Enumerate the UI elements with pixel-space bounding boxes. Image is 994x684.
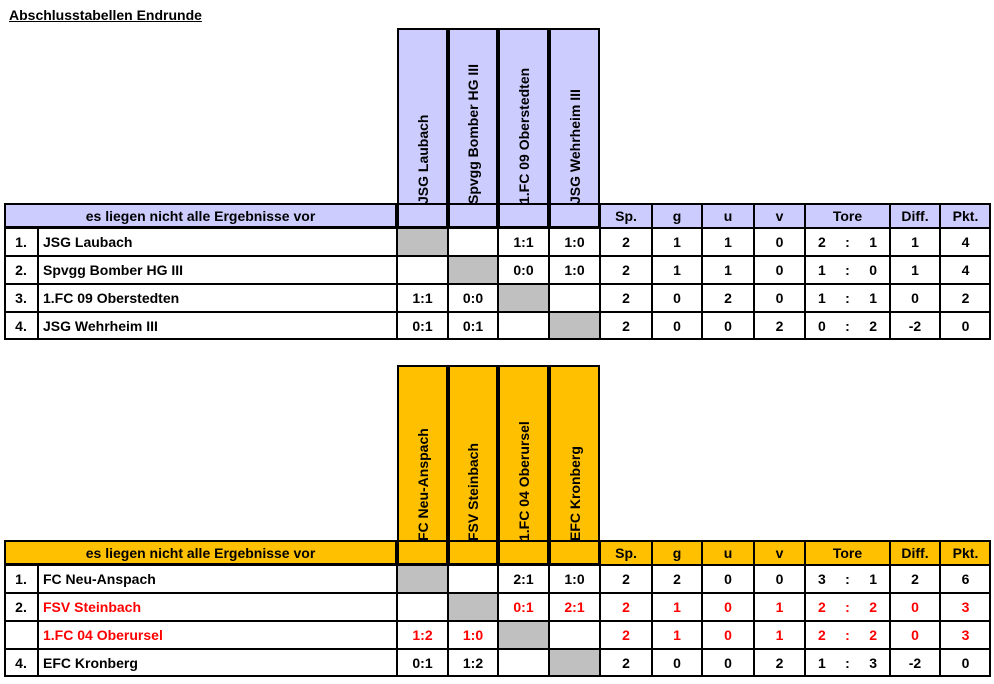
result-cell: 0:1 [397, 649, 448, 677]
team-name-cell: EFC Kronberg [38, 649, 397, 677]
draws-cell: 1 [702, 256, 754, 284]
column-header-sp: Sp. [600, 203, 652, 228]
goals-for: 1 [818, 655, 826, 671]
column-header-pkt: Pkt. [940, 540, 991, 565]
result-cell: 0:1 [498, 593, 549, 621]
status-label: es liegen nicht alle Ergebnisse vor [4, 203, 397, 228]
games-cell: 2 [600, 593, 652, 621]
draws-cell: 0 [702, 312, 754, 340]
goals-separator: : [845, 599, 850, 615]
team-name-cell: JSG Wehrheim III [38, 312, 397, 340]
points-cell: 6 [940, 565, 991, 593]
draws-cell: 0 [702, 593, 754, 621]
points-cell: 4 [940, 256, 991, 284]
result-cell: 0:0 [498, 256, 549, 284]
wins-cell: 0 [652, 284, 702, 312]
losses-cell: 0 [754, 228, 805, 256]
points-cell: 3 [940, 593, 991, 621]
goals-separator: : [845, 571, 850, 587]
result-cell: 1:0 [448, 621, 498, 649]
rank-cell: 2. [4, 256, 38, 284]
result-cell: 2:1 [549, 593, 600, 621]
team-header-label: JSG Wehrheim III [566, 89, 583, 204]
team-header-label: FSV Steinbach [465, 442, 481, 541]
goal-diff-cell: 1 [890, 256, 940, 284]
goals-separator: : [845, 290, 850, 306]
team-header-label: 1.FC 09 Oberstedten [515, 67, 532, 204]
team-name-cell: JSG Laubach [38, 228, 397, 256]
column-header-sp: Sp. [600, 540, 652, 565]
goals-against: 1 [869, 234, 877, 250]
points-cell: 0 [940, 649, 991, 677]
team-header-column [549, 28, 600, 228]
games-cell: 2 [600, 649, 652, 677]
team-header-label: EFC Kronberg [566, 446, 583, 541]
points-cell: 0 [940, 312, 991, 340]
column-header-u: u [702, 540, 754, 565]
wins-cell: 0 [652, 649, 702, 677]
goals-for: 1 [818, 262, 826, 278]
result-cell: 1:0 [549, 256, 600, 284]
result-cell: 1:1 [498, 228, 549, 256]
goals-separator: : [845, 262, 850, 278]
losses-cell: 0 [754, 565, 805, 593]
games-cell: 2 [600, 284, 652, 312]
wins-cell: 1 [652, 228, 702, 256]
column-header-tore: Tore [805, 540, 890, 565]
rank-cell: 1. [4, 228, 38, 256]
team-header-column [448, 28, 498, 228]
losses-cell: 2 [754, 649, 805, 677]
column-header-g: g [652, 203, 702, 228]
goals-separator: : [845, 627, 850, 643]
table-frame [4, 203, 991, 340]
team-header-column [397, 365, 448, 565]
result-cell: 1:2 [448, 649, 498, 677]
result-cell: 2:1 [498, 565, 549, 593]
draws-cell: 1 [702, 228, 754, 256]
page-title: Abschlusstabellen Endrunde [9, 7, 202, 23]
table-frame [4, 540, 991, 677]
points-cell: 2 [940, 284, 991, 312]
draws-cell: 0 [702, 621, 754, 649]
losses-cell: 0 [754, 284, 805, 312]
goals-against: 2 [869, 599, 877, 615]
wins-cell: 1 [652, 621, 702, 649]
losses-cell: 1 [754, 621, 805, 649]
draws-cell: 2 [702, 284, 754, 312]
wins-cell: 1 [652, 256, 702, 284]
goals-against: 3 [869, 655, 877, 671]
games-cell: 2 [600, 228, 652, 256]
team-header-column [549, 365, 600, 565]
rank-cell: 2. [4, 593, 38, 621]
goals-for: 2 [818, 234, 826, 250]
column-header-v: v [754, 540, 805, 565]
column-header-tore: Tore [805, 203, 890, 228]
goal-diff-cell: 2 [890, 565, 940, 593]
goals-for: 2 [818, 599, 826, 615]
result-cell: 0:1 [397, 312, 448, 340]
team-name-cell: FC Neu-Anspach [38, 565, 397, 593]
goals-against: 1 [869, 571, 877, 587]
team-header-label: JSG Laubach [414, 114, 431, 204]
team-header-column [498, 365, 549, 565]
points-cell: 4 [940, 228, 991, 256]
goals-against: 2 [869, 318, 877, 334]
draws-cell: 0 [702, 649, 754, 677]
losses-cell: 1 [754, 593, 805, 621]
column-header-v: v [754, 203, 805, 228]
goal-diff-cell: -2 [890, 312, 940, 340]
games-cell: 2 [600, 312, 652, 340]
result-cell: 1:0 [549, 565, 600, 593]
goals-for: 2 [818, 627, 826, 643]
result-cell: 0:1 [448, 312, 498, 340]
result-cell: 1:2 [397, 621, 448, 649]
column-header-g: g [652, 540, 702, 565]
losses-cell: 2 [754, 312, 805, 340]
goal-diff-cell: 1 [890, 228, 940, 256]
status-label: es liegen nicht alle Ergebnisse vor [4, 540, 397, 565]
games-cell: 2 [600, 565, 652, 593]
goals-for: 0 [818, 318, 826, 334]
team-header-label: FC Neu-Anspach [414, 428, 431, 541]
wins-cell: 0 [652, 312, 702, 340]
goal-diff-cell: -2 [890, 649, 940, 677]
team-name-cell: 1.FC 04 Oberursel [38, 621, 397, 649]
team-name-cell: Spvgg Bomber HG III [38, 256, 397, 284]
games-cell: 2 [600, 256, 652, 284]
rank-cell: 1. [4, 565, 38, 593]
goals-for: 1 [818, 290, 826, 306]
team-header-column [498, 28, 549, 228]
rank-cell: 4. [4, 312, 38, 340]
rank-cell: 4. [4, 649, 38, 677]
column-header-pkt: Pkt. [940, 203, 991, 228]
draws-cell: 0 [702, 565, 754, 593]
goals-for: 3 [818, 571, 826, 587]
column-header-diff: Diff. [890, 203, 940, 228]
team-name-cell: FSV Steinbach [38, 593, 397, 621]
goals-separator: : [845, 655, 850, 671]
result-cell: 1:0 [549, 228, 600, 256]
points-cell: 3 [940, 621, 991, 649]
goal-diff-cell: 0 [890, 284, 940, 312]
result-cell: 0:0 [448, 284, 498, 312]
team-name-cell: 1.FC 09 Oberstedten [38, 284, 397, 312]
wins-cell: 2 [652, 565, 702, 593]
goals-against: 2 [869, 627, 877, 643]
goals-against: 0 [869, 262, 877, 278]
games-cell: 2 [600, 621, 652, 649]
goals-separator: : [845, 318, 850, 334]
goal-diff-cell: 0 [890, 593, 940, 621]
column-header-diff: Diff. [890, 540, 940, 565]
losses-cell: 0 [754, 256, 805, 284]
wins-cell: 1 [652, 593, 702, 621]
team-header-column [448, 365, 498, 565]
rank-cell: 3. [4, 284, 38, 312]
team-header-label: Spvgg Bomber HG III [465, 63, 481, 204]
goals-against: 1 [869, 290, 877, 306]
goals-separator: : [845, 234, 850, 250]
goal-diff-cell: 0 [890, 621, 940, 649]
result-cell: 1:1 [397, 284, 448, 312]
team-header-column [397, 28, 448, 228]
column-header-u: u [702, 203, 754, 228]
team-header-label: 1.FC 04 Oberursel [515, 421, 532, 541]
